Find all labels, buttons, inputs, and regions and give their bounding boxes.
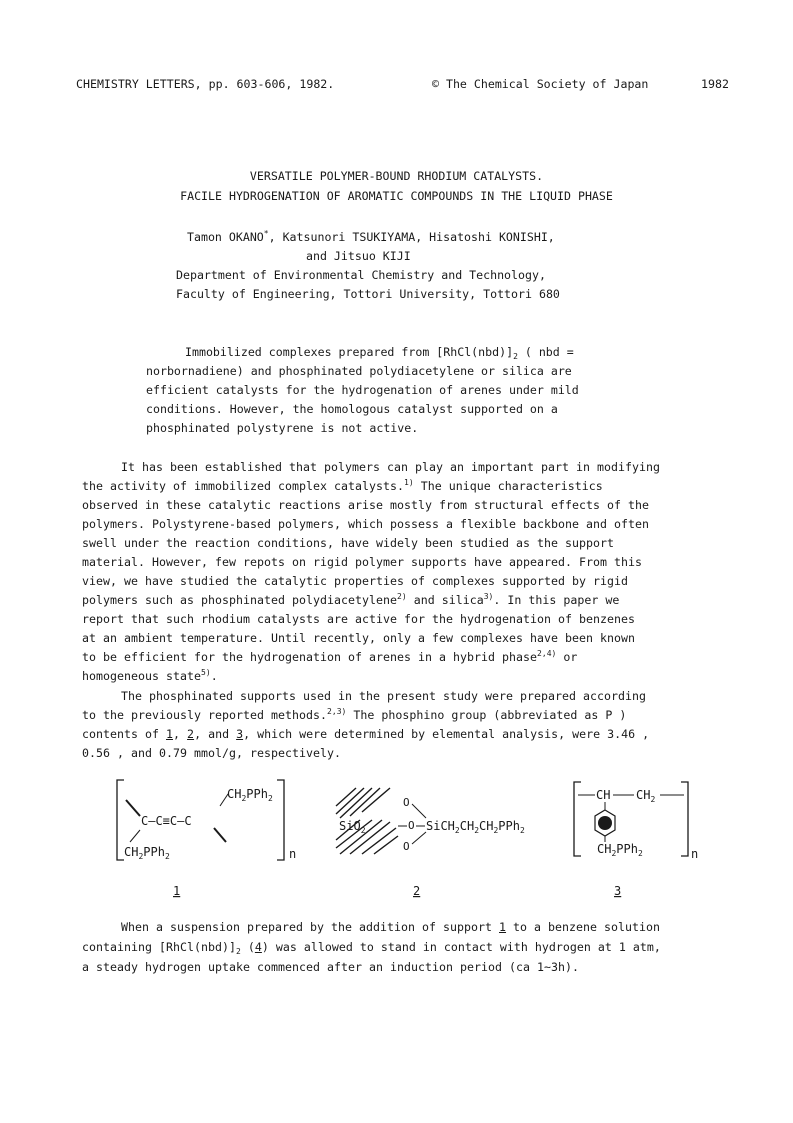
body-line: observed in these catalytic reactions arise mostly from structural effects of the <box>82 498 650 512</box>
abstract-line: norbornadiene) and phosphinated polydiacetylene or silica are <box>146 364 572 378</box>
backbone-ch: CH <box>596 788 611 802</box>
bracket-right <box>277 780 284 860</box>
author-list-line-2: and Jitsuo KIJI <box>306 249 411 263</box>
oxygen-atom: O <box>403 796 410 809</box>
structures-figure <box>0 770 793 905</box>
body-line: swell under the reaction conditions, have widely been studied as the support <box>82 536 615 550</box>
compound-ref: 4 <box>254 940 262 954</box>
compound-label: 1 <box>173 884 181 898</box>
silica-label: SiO$_2$ <box>339 819 366 835</box>
body-line: to be efficient for the hydrogenation of arenes in a hybrid phase$^{2,4)}$ or <box>82 649 578 664</box>
header-year: 1982 <box>701 77 729 91</box>
compound-ref: 3 <box>236 727 244 741</box>
affiliation-line-2: Faculty of Engineering, Tottori University, Tottori 680 <box>176 287 560 301</box>
repeat-unit-n: n <box>691 847 699 861</box>
bond-line <box>214 828 226 842</box>
pendant-group: $CH_2PPh_2$ <box>597 842 643 858</box>
body-line: report that such rhodium catalysts are active for the hydrogenation of benzenes <box>82 612 636 626</box>
structure-2-silica <box>336 788 525 898</box>
body-line: homogeneous state$^{5)}$. <box>82 668 218 683</box>
bracket-right <box>681 782 688 856</box>
affiliation-line-1: Department of Environmental Chemistry and Technology, <box>176 268 546 282</box>
oxygen-atom: O <box>408 819 415 832</box>
body-line: the activity of immobilized complex catalysts.$^{1)}$ The unique characteristics <box>82 478 603 493</box>
compound-ref: 1 <box>499 920 507 934</box>
bracket-left <box>117 780 124 860</box>
substituent-top: $CH_2PPh_2$ <box>227 787 273 803</box>
author-list <box>187 230 555 244</box>
body-line: contents of 1, 2, and 3, which were determined by elemental analysis, were 3.46 , <box>82 727 650 741</box>
body-line: It has been established that polymers can play an important part in modifying <box>121 460 661 474</box>
bond-line <box>412 832 426 844</box>
compound-label: 2 <box>413 884 421 898</box>
structure-3-polystyrene <box>574 782 698 898</box>
paper-title-line-2: FACILE HYDROGENATION OF AROMATIC COMPOUNDS IN THE LIQUID PHASE <box>180 189 613 203</box>
silane-linker: $SiCH_2CH_2CH_2PPh_2$ <box>426 819 525 835</box>
body-line: polymers. Polystyrene-based polymers, which possess a flexible backbone and often <box>82 517 650 531</box>
body-line: When a suspension prepared by the addition of support 1 to a benzene solution <box>121 920 661 934</box>
body-line: a steady hydrogen uptake commenced after an induction period (ca 1~3h). <box>82 960 580 974</box>
journal-citation: CHEMISTRY LETTERS, pp. 603-606, 1982. <box>76 77 335 91</box>
coauthors: , Katsunori TSUKIYAMA, Hisatoshi KONISHI, <box>268 230 555 244</box>
oxygen-atom: O <box>403 840 410 853</box>
bond-line <box>126 800 140 816</box>
backbone-ch2: $CH_2$ <box>636 788 656 804</box>
body-line: at an ambient temperature. Until recently, only a few complexes have been known <box>82 631 636 645</box>
bond-line <box>130 830 140 842</box>
compound-label: 3 <box>614 884 622 898</box>
aromatic-circle <box>598 816 612 830</box>
abstract-line: Immobilized complexes prepared from $[RhCl(nbd)]_2$ ( nbd = <box>185 345 574 361</box>
body-line: The phosphinated supports used in the present study were prepared according <box>121 689 647 703</box>
structure-1-polydiacetylene <box>117 780 296 898</box>
corresponding-mark: * <box>263 229 269 238</box>
copyright-notice: © The Chemical Society of Japan <box>432 77 649 91</box>
body-line: 0.56 , and 0.79 mmol/g, respectively. <box>82 746 342 760</box>
bond-line <box>412 804 426 818</box>
repeat-unit-n: n <box>289 847 297 861</box>
body-line: containing $[RhCl(nbd)]_2$ (4) was allowed to stand in contact with hydrogen at 1 atm, <box>82 940 661 956</box>
body-line: view, we have studied the catalytic properties of complexes supported by rigid <box>82 574 629 588</box>
compound-ref: 2 <box>187 727 195 741</box>
abstract-line: efficient catalysts for the hydrogenation of arenes under mild <box>146 383 579 397</box>
corresponding-author: Tamon OKANO <box>187 230 264 244</box>
body-line: polymers such as phosphinated polydiacetylene$^{2)}$ and silica$^{3)}$. In this paper we <box>82 592 620 607</box>
substituent-bottom: $CH_2PPh_2$ <box>124 845 170 861</box>
paper-title-line-1: VERSATILE POLYMER-BOUND RHODIUM CATALYSTS. <box>249 169 544 183</box>
abstract-line: conditions. However, the homologous catalyst supported on a <box>146 402 558 416</box>
body-line: material. However, few repots on rigid polymer supports have appeared. From this <box>82 555 643 569</box>
body-line: to the previously reported methods.$^{2,3)}$ The phosphino group (abbreviated as P ) <box>82 707 627 722</box>
abstract-line: phosphinated polystyrene is not active. <box>146 421 419 435</box>
bracket-left <box>574 782 581 856</box>
diacetylene-chain: C—C≡C—C <box>141 814 192 828</box>
compound-ref: 1 <box>166 727 174 741</box>
